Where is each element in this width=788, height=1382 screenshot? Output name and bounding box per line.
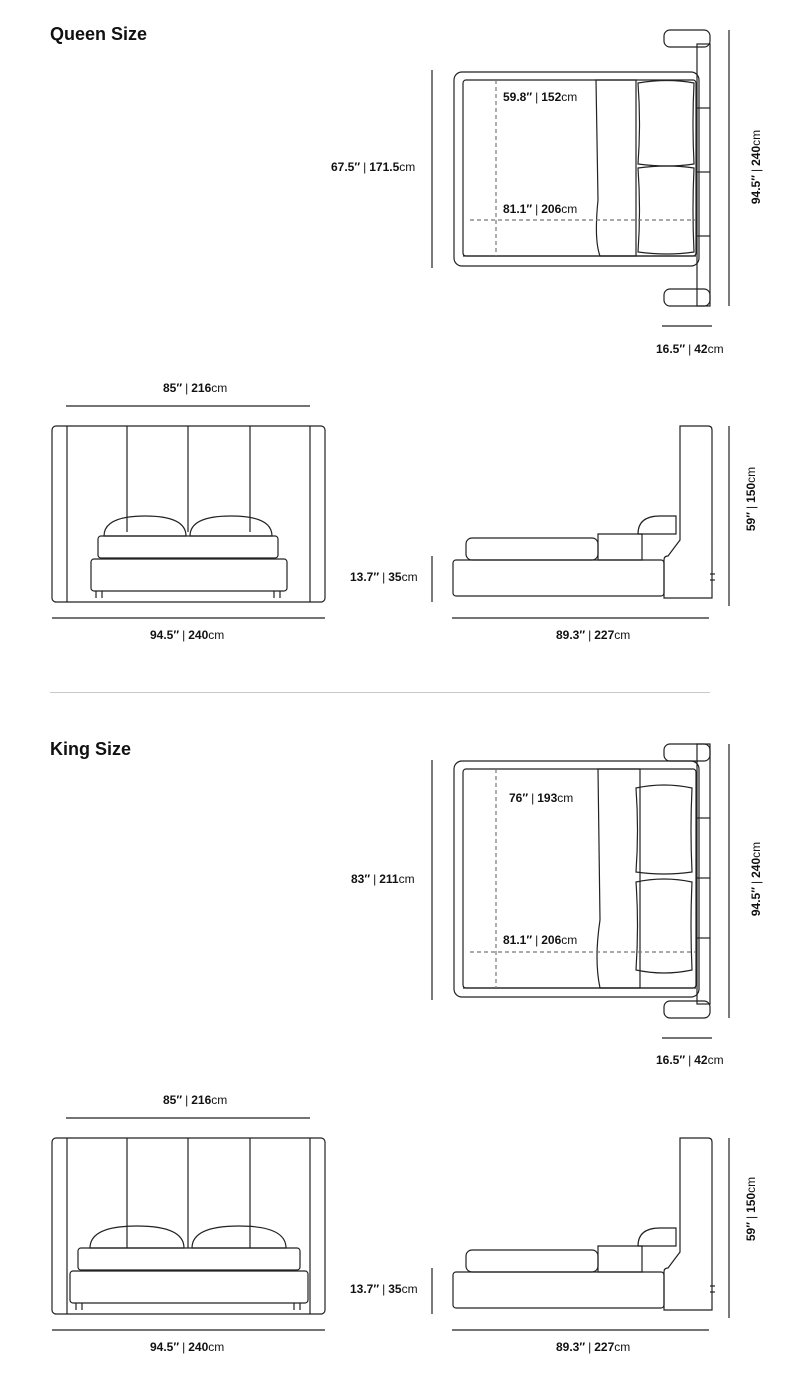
king-side-dimension-lines [432, 1138, 729, 1330]
king-mattress-width-label: 76″ | 193cm [509, 791, 574, 805]
queen-seat-height-label: 13.7″ | 35cm [350, 570, 418, 584]
king-height-label: 59″|150cm [744, 1176, 758, 1242]
king-plan-dimension-lines [432, 744, 729, 1038]
king-top-plan [454, 744, 710, 1018]
queen-height-label: 59″|150cm [744, 466, 758, 532]
queen-mattress-length-label: 81.1″ | 206cm [503, 202, 578, 216]
queen-mattress-width-label: 59.8″ | 152cm [503, 90, 578, 104]
queen-section-title: Queen Size [50, 24, 148, 44]
queen-headboard-width-label: 85″ | 216cm [163, 381, 228, 395]
king-front-view [52, 1138, 325, 1314]
king-plan-width-label: 83″ | 211cm [351, 872, 415, 886]
king-mattress-length-label: 81.1″ | 206cm [503, 933, 578, 947]
king-overall-width-label: 94.5″ | 240cm [150, 1340, 225, 1354]
king-section-title: King Size [50, 739, 132, 759]
queen-top-plan [454, 30, 710, 306]
king-side-length-label: 89.3″ | 227cm [556, 1340, 631, 1354]
section-divider [50, 692, 710, 693]
king-side-view [453, 1138, 715, 1310]
queen-side-dimension-lines [432, 426, 729, 618]
king-seat-height-label: 13.7″ | 35cm [350, 1282, 418, 1296]
queen-side-length-label: 89.3″ | 227cm [556, 628, 631, 642]
king-nightstand-depth-label: 16.5″ | 42cm [656, 1053, 724, 1067]
queen-plan-width-label: 67.5″ | 171.5cm [331, 160, 416, 174]
queen-nightstand-depth-label: 16.5″ | 42cm [656, 342, 724, 356]
queen-plan-dimension-lines [432, 30, 729, 326]
king-overall-length-label: 94.5″|240cm [749, 841, 763, 917]
queen-side-view [453, 426, 715, 598]
king-headboard-width-label: 85″ | 216cm [163, 1093, 228, 1107]
queen-front-view [52, 426, 325, 602]
queen-overall-length-label: 94.5″|240cm [749, 129, 763, 205]
queen-overall-width-label: 94.5″ | 240cm [150, 628, 225, 642]
